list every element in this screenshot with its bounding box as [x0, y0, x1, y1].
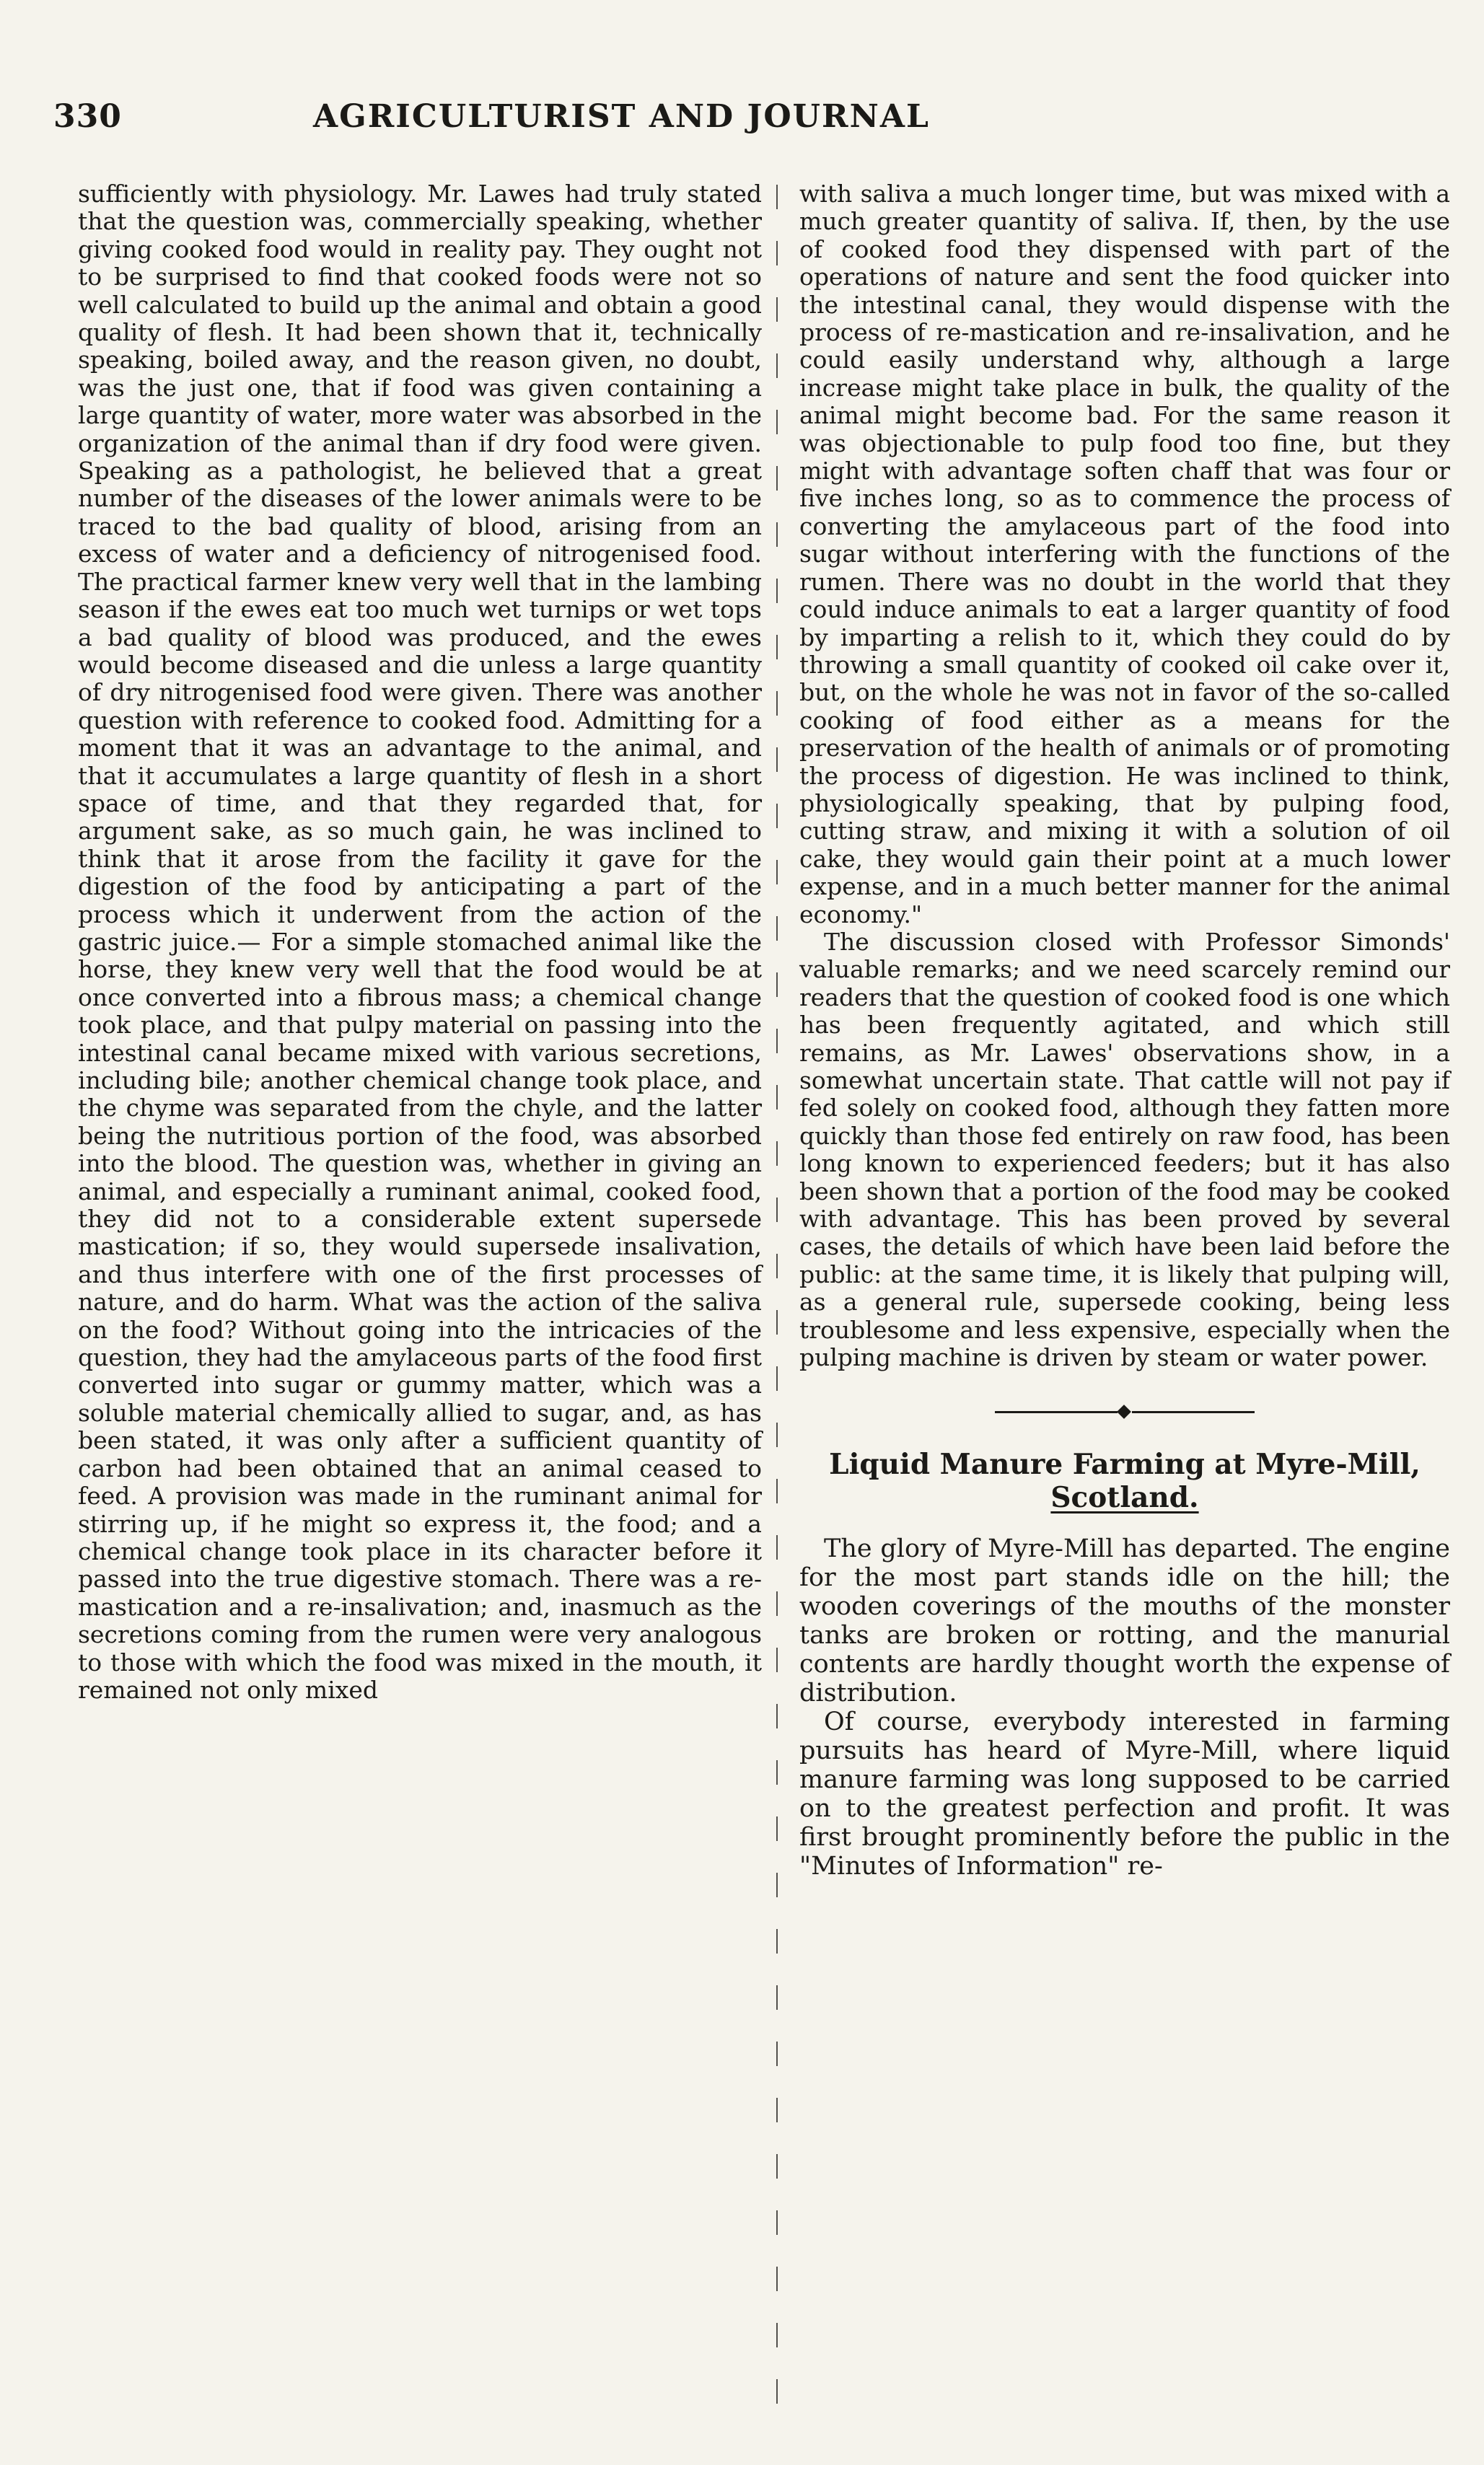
page-number: 330 — [53, 98, 122, 135]
section-ornament — [995, 1402, 1255, 1423]
left-column — [78, 180, 762, 1704]
right-column-paragraph: with saliva a much longer time, but was mixed with a much greater quantity of saliva. If, then, by the use of cooked food they dispensed with part of the operations of nature and sent the food quicker into the intestinal canal, they would dispense with the process of re-mastication and re-insalivation, and he could easily understand why, although a large increase might take place in bulk, the quality of the animal might become bad. For the same reason it was objectionable to pulp food too fine, but they might with advantage soften chaff that was four or five inches long, so as to commence the process of converting the amylaceous part of the food into sugar without interfering with the functions of the rumen. There was no doubt in the world that they could induce animals to eat a larger quantity of food by imparting a relish to it, which they could do by throwing a small quantity of cooked oil cake over it, but, on the whole he was not in favor of the so-called cooking of food either as a means for the preservation of the health of animals or of promoting the process of digestion. He was inclined to think, physiologically speaking, that by pulping food, cutting straw, and mixing it with a solution of oil cake, they would gain their point at a much lower expense, and in a much better manner for the animal economy." — [799, 180, 1450, 928]
article-body — [799, 1534, 1450, 1881]
right-column — [799, 180, 1450, 1881]
running-head — [46, 92, 1439, 150]
article-heading-line2: Scotland. — [1050, 1481, 1199, 1515]
article-heading — [799, 1448, 1450, 1514]
column-divider — [776, 185, 778, 2407]
left-column-paragraph: sufficiently with physiology. Mr. Lawes had truly stated that the question was, commercially speaking, whether giving cooked food would in reality pay. They ought not to be surprised to find that cooked foods were not so well calculated to build up the animal and obtain a good quality of flesh. It had been shown that it, technically speaking, boiled away, and the reason given, no doubt, was the just one, that if food was given containing a large quantity of water, more water was absorbed in the organization of the animal than if dry food were given. Speaking as a pathologist, he believed that a great number of the diseases of the lower animals were to be traced to the bad quality of blood, arising from an excess of water and a deficiency of nitrogenised food. The practical farmer knew very well that in the lambing season if the ewes eat too much wet turnips or wet tops a bad quality of blood was produced, and the ewes would become diseased and die unless a large quantity of dry nitrogenised food were given. There was another question with reference to cooked food. Admitting for a moment that it was an advantage to the animal, and that it accumulates a large quantity of flesh in a short space of time, and that they regarded that, for argument sake, as so much gain, he was inclined to think that it arose from the facility it gave for the digestion of the food by anticipating a part of the process which it underwent from the action of the gastric juice.— For a simple stomached animal like the horse, they knew very well that the food would be at once converted into a fibrous mass; a chemical change took place, and that pulpy material on passing into the intestinal canal became mixed with various secretions, including bile; another chemical change took place, and the chyme was separated from the chyle, and the latter being the nutritious portion of the food, was absorbed into the blood. The question was, whether in giving an animal, and especially a ruminant animal, cooked food, they did not to a considerable extent supersede mastication; if so, they would supersede insalivation, and thus interfere with one of the first processes of nature, and do harm. What was the action of the saliva on the food? Without going into the intricacies of the question, they had the amylaceous parts of the food first converted into sugar or gummy matter, which was a soluble material chemically allied to sugar, and, as has been stated, it was only after a sufficient quantity of carbon had been obtained that an animal ceased to feed. A provision was made in the ruminant animal for stirring up, if he might so express it, the food; and a chemical change took place in its character before it passed into the true digestive stomach. There was a re-mastication and a re-insalivation; and, inasmuch as the secretions coming from the rumen were very analogous to those with which the food was mixed in the mouth, it remained not only mixed — [78, 180, 762, 1704]
right-column-paragraph: The discussion closed with Professor Simonds' valuable remarks; and we need scarcely remind our readers that the question of cooked food is one which has been frequently agitated, and which still remains, as Mr. Lawes' observations show, in a somewhat uncertain state. That cattle will not pay if fed solely on cooked food, although they fatten more quickly than those fed entirely on raw food, has been long known to experienced feeders; but it has also been shown that a portion of the food may be cooked with advantage. This has been proved by several cases, the details of which have been laid before the public: at the same time, it is likely that pulping will, as a general rule, supersede cooking, being less troublesome and less expensive, especially when the pulping machine is driven by steam or water power. — [799, 927, 1450, 1372]
article-heading-line1: Liquid Manure Farming at Myre-Mill, — [829, 1448, 1421, 1482]
article-paragraph: Of course, everybody interested in farming pursuits has heard of Myre-Mill, where liquid manure farming was long supposed to be carried on to the greatest perfection and profit. It was first brought prominently before the public in the "Minutes of Information" re- — [799, 1708, 1450, 1881]
journal-title: AGRICULTURIST AND JOURNAL — [313, 98, 930, 135]
article-paragraph: The glory of Myre-Mill has departed. The engine for the most part stands idle on the hill; the wooden coverings of the mouths of the monster tanks are broken or rotting, and the manurial contents are hardly thought worth the expense of distribution. — [799, 1534, 1450, 1708]
